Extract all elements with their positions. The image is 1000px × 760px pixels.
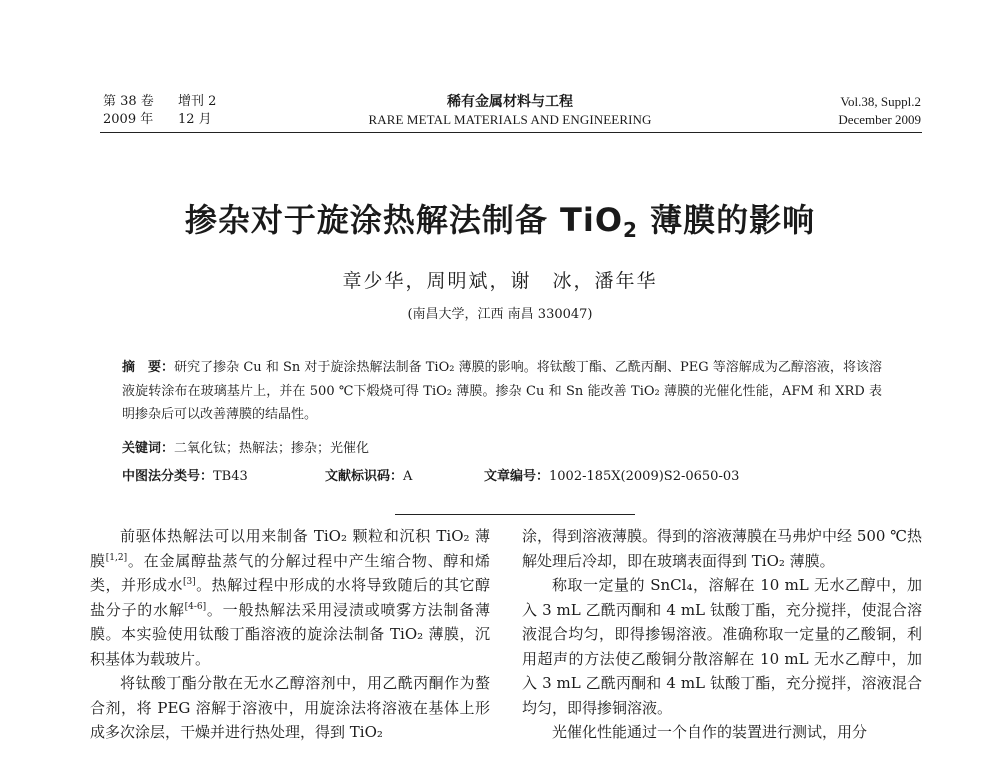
body-paragraph: 涂，得到溶液薄膜。得到的溶液薄膜在马弗炉中经 500 ℃热解处理后冷却，即在玻璃表面得到 TiO₂ 薄膜。 <box>522 527 922 570</box>
citation: [4-6] <box>184 601 207 612</box>
citation: [3] <box>182 577 196 587</box>
citation: [1,2] <box>105 552 128 563</box>
body-paragraph: 光催化性能通过一个自作的装置进行测试，用分 <box>552 723 868 741</box>
abstract-label: 摘 要： <box>122 360 175 375</box>
body-paragraph: 前驱体热解法可以用来制备 TiO₂ 颗粒和沉积 TiO₂ 薄膜[1,2]。在金属醇盐蒸气的分解过程中产生缩合物、醇和烯类，并形成水[3]。热解过程中形成的水将导致随后的其它醇盐分子的水解[4-6]。一般热解法采用浸渍或喷雾方法制备薄膜。本实验使用钛酸丁酯溶液的旋涂法制备 TiO₂ 薄膜，沉积基体为载玻片。 <box>90 527 490 668</box>
month-cn: 12 月 <box>178 112 212 127</box>
supplement-cn: 增刊 2 <box>178 94 217 109</box>
document-code <box>325 468 412 486</box>
header-left <box>103 93 216 129</box>
authors: 章少华，周明斌，谢 冰，潘年华 <box>342 270 658 292</box>
date-en: December 2009 <box>838 112 921 127</box>
doc-value: A <box>403 469 413 484</box>
abstract <box>122 356 882 427</box>
doc-label: 文献标识码： <box>325 469 404 484</box>
clc-value: TB43 <box>213 469 248 484</box>
header-rule <box>100 132 922 133</box>
body-column-right <box>522 524 922 745</box>
journal-header <box>300 93 720 129</box>
keywords-label: 关键词： <box>122 441 175 456</box>
body-paragraph: 称取一定量的 SnCl₄，溶解在 10 mL 无水乙醇中，加入 3 mL 乙酰丙酮和 4 mL 钛酸丁酯，充分搅拌，使混合溶液混合均匀，即得掺锡溶液。准确称取一定量的乙酸铜，利用超声的方法使乙酸铜分散溶解在 10 mL 无水乙醇中，加入 3 mL 乙酰丙酮和 4 mL 钛酸丁酯，充分搅拌，溶液混合均匀，即得掺铜溶液。 <box>522 576 922 717</box>
affiliation: (南昌大学，江西 南昌 330047) <box>407 307 593 322</box>
body-paragraph: 将钛酸丁酯分散在无水乙醇溶剂中，用乙酰丙酮作为螯合剂，将 PEG 溶解于溶液中，用旋涂法将溶液在基体上形成多次涂层，干燥并进行热处理，得到 TiO₂ <box>90 674 490 741</box>
title-text-end: 薄膜的影响 <box>637 201 816 239</box>
clc-label: 中图法分类号： <box>122 469 214 484</box>
abstract-text: 研究了掺杂 Cu 和 Sn 对于旋涂热解法制备 TiO₂ 薄膜的影响。将钛酸丁酯、乙酰丙酮、PEG 等溶解成为乙醇溶液，将该溶液旋转涂布在玻璃基片上，并在 500 ℃下煅烧可得 TiO₂ 薄膜。掺杂 Cu 和 Sn 能改善 TiO₂ 薄膜的光催化性能，AFM 和 XRD 表明掺杂后可以改善薄膜的结晶性。 <box>122 360 882 422</box>
volume-en: Vol.38, Suppl.2 <box>840 94 921 109</box>
clc-number <box>122 468 248 486</box>
journal-name-cn: 稀有金属材料与工程 <box>447 94 573 110</box>
article-number <box>484 468 739 486</box>
year-cn: 2009 年 <box>103 112 154 127</box>
title-text: 掺杂对于旋涂热解法制备 TiO <box>184 201 624 239</box>
journal-name-en: RARE METAL MATERIALS AND ENGINEERING <box>368 112 652 127</box>
title-subscript: 2 <box>623 218 638 242</box>
keywords-text: 二氧化钛；热解法；掺杂；光催化 <box>174 441 370 456</box>
body-column-left <box>90 524 490 745</box>
header-right <box>838 93 921 129</box>
paper-title <box>0 195 1000 242</box>
art-value: 1002-185X(2009)S2-0650-03 <box>549 469 740 484</box>
volume-cn: 第 38 卷 <box>103 94 154 109</box>
section-rule <box>395 514 635 515</box>
art-label: 文章编号： <box>484 469 550 484</box>
keywords <box>122 440 369 458</box>
